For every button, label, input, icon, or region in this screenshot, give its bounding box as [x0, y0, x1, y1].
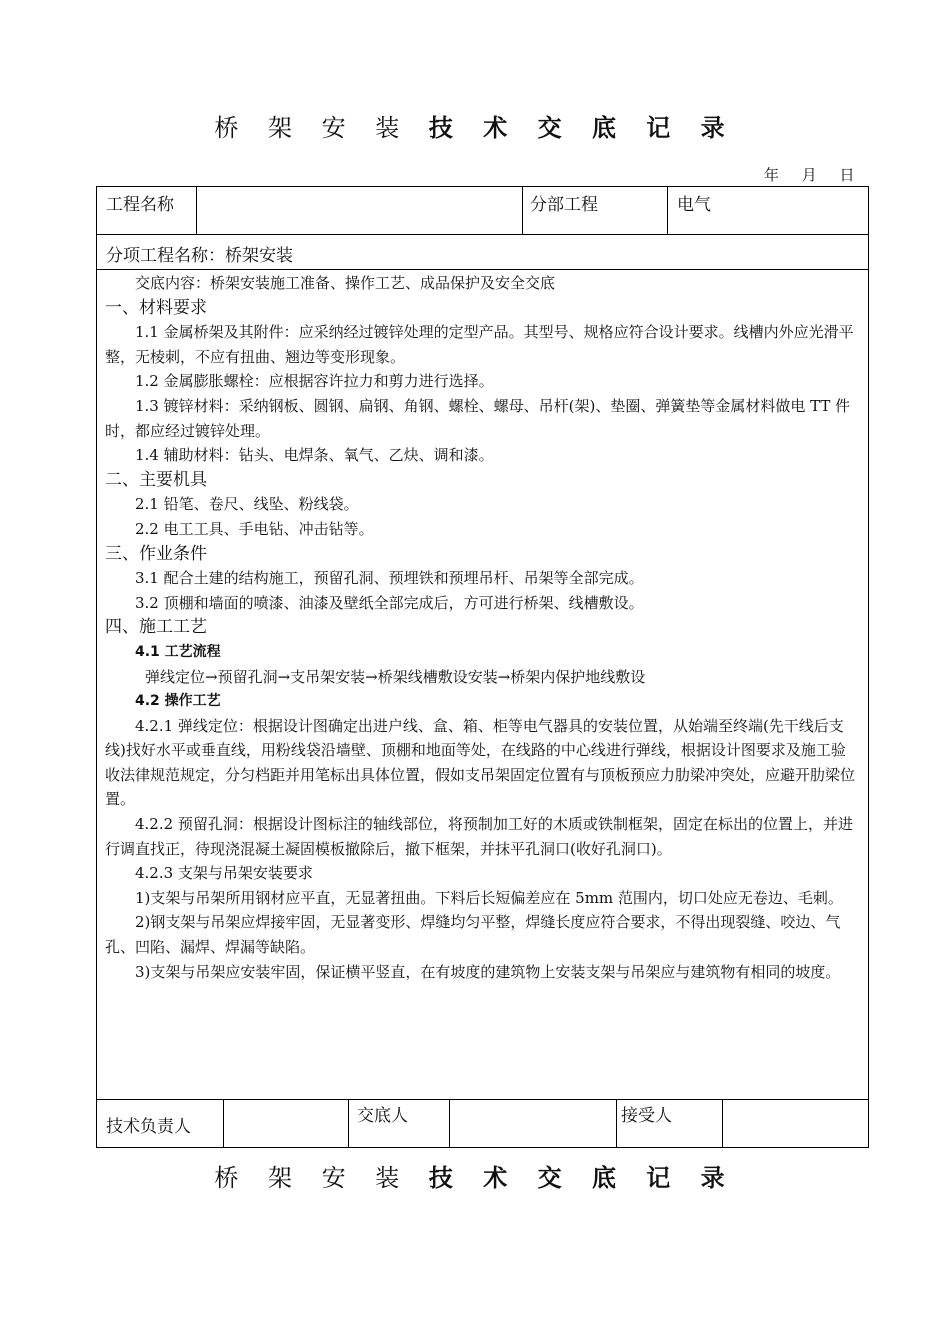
row-divider: [97, 1099, 868, 1100]
section-heading: 三、作业条件: [105, 543, 207, 564]
section-heading: 一、材料要求: [105, 297, 207, 318]
disclosure-table: [96, 186, 869, 1148]
title-prefix: 桥 架 安 装: [214, 1164, 411, 1192]
section-heading: 二、主要机具: [105, 469, 207, 490]
col-divider: [616, 1099, 617, 1148]
receiver-label: 接受人: [621, 1106, 672, 1126]
col-divider: [522, 187, 523, 234]
col-divider: [667, 187, 668, 234]
title-main: 技 术 交 底 记 录: [428, 1163, 736, 1192]
subsection-heading: 4.2 操作工艺: [135, 693, 221, 710]
title-prefix: 桥 架 安 装: [214, 114, 411, 142]
content-paragraph: 交底内容：桥架安装施工准备、操作工艺、成品保护及安全交底: [135, 274, 556, 292]
division-value: 电气: [677, 195, 711, 215]
col-divider: [348, 1099, 349, 1148]
col-divider: [722, 1099, 723, 1148]
col-divider: [223, 1099, 224, 1148]
content-paragraph: 4.2.1 弹线定位：根据设计图确定出进户线、盒、箱、柜等电气器具的安装位置，从始端至终端(先干线后支线)找好水平或垂直线，用粉线袋沿墙壁、顶棚和地面等处，在线路的中心线进行弹线，根据设计图要求及施工验收法律规范规定，分匀档距并用笔标出具体位置，假如支吊架固定位置有与顶板预应力肋梁冲突处，应避开肋梁位置。: [105, 716, 856, 809]
content-paragraph: 1.1 金属桥架及其附件：应采纳经过镀锌处理的定型产品。其型号、规格应符合设计要求。线槽内外应光滑平整，无棱刺，不应有扭曲、翘边等变形现象。: [105, 323, 854, 366]
content-paragraph: 1.3 镀锌材料：采纳钢板、圆钢、扁钢、角钢、螺栓、螺母、吊杆(架)、垫圈、弹簧垫等金属材料做电 TT 件时，都应经过镀锌处理。: [105, 396, 851, 440]
date-field: 年 月 日: [764, 166, 855, 184]
row-divider: [97, 269, 868, 270]
content-paragraph: 2.1 铅笔、卷尺、线坠、粉线袋。: [135, 495, 359, 514]
content-paragraph: 3)支架与吊架应安装牢固，保证横平竖直，在有坡度的建筑物上安装支架与吊架应与建筑物有相同的坡度。: [135, 962, 841, 981]
content-paragraph: 3.1 配合土建的结构施工，预留孔洞、预埋铁和预埋吊杆、吊架等全部完成。: [135, 569, 644, 588]
content-paragraph: 1.4 辅助材料：钻头、电焊条、氧气、乙炔、调和漆。: [135, 446, 494, 465]
content-paragraph: 弹线定位→预留孔洞→支吊架安装→桥架线槽敷设安装→桥架内保护地线敷设: [145, 667, 646, 686]
document-title: [0, 108, 950, 143]
content-paragraph: 1.2 金属膨胀螺栓：应根据容许拉力和剪力进行选择。: [135, 372, 494, 391]
division-label: 分部工程: [530, 195, 598, 215]
disclosure-content: [105, 271, 860, 984]
title-main: 技 术 交 底 记 录: [428, 113, 736, 142]
content-paragraph: 1)支架与吊架所用钢材应平直，无显著扭曲。下料后长短偏差应在 5mm 范围内，切口处应无卷边、毛刺。: [135, 888, 843, 907]
content-paragraph: 4.2.3 支架与吊架安装要求: [135, 864, 313, 883]
document-title-repeat: [0, 1158, 950, 1193]
content-paragraph: 2.2 电工工具、手电钻、冲击钻等。: [135, 519, 374, 538]
content-paragraph: 2)钢支架与吊架应焊接牢固，无显著变形、焊缝均匀平整，焊缝长度应符合要求，不得出现裂缝、咬边、气孔、凹陷、漏焊、焊漏等缺陷。: [105, 913, 841, 957]
project-name-label: 工程名称: [106, 195, 174, 215]
subsection-heading: 4.1 工艺流程: [135, 643, 221, 660]
discloser-label: 交底人: [357, 1106, 408, 1126]
col-divider: [449, 1099, 450, 1148]
col-divider: [196, 187, 197, 234]
content-paragraph: 3.2 顶棚和墙面的喷漆、油漆及壁纸全部完成后，方可进行桥架、线槽敷设。: [135, 593, 644, 612]
content-paragraph: 4.2.2 预留孔洞：根据设计图标注的轴线部位，将预制加工好的木质或铁制框架，固定在标出的位置上，并进行调直找正，待现浇混凝土凝固模板撤除后，撤下框架，并抹平孔洞口(收好孔洞口)。: [105, 815, 853, 858]
sub-item-name: 分项工程名称：桥架安装: [106, 246, 293, 266]
section-heading: 四、施工工艺: [105, 617, 207, 638]
row-divider: [97, 234, 868, 235]
tech-lead-label: 技术负责人: [106, 1117, 191, 1137]
